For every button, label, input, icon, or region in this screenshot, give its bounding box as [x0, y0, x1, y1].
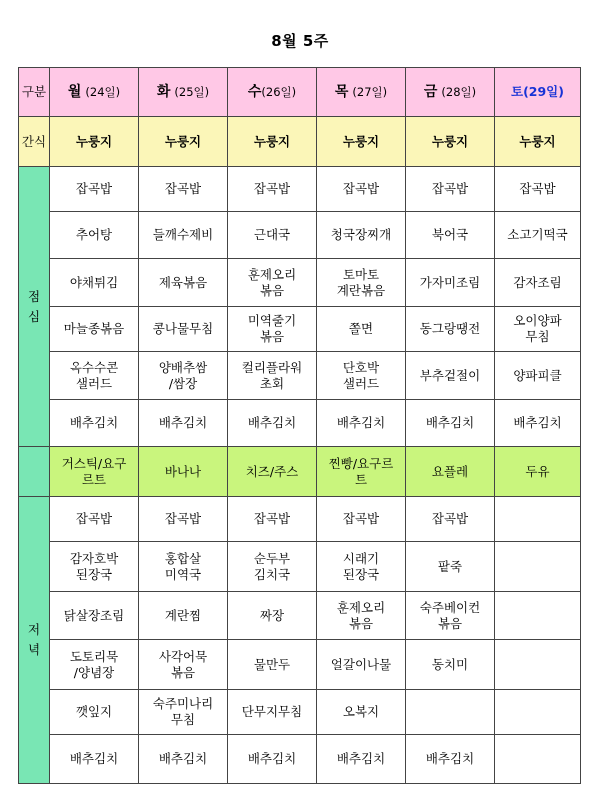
- lunch-cell: [139, 400, 228, 447]
- lunch-cell: [50, 400, 139, 447]
- lunch-cell: [406, 307, 495, 352]
- cell-text: 잡곡밥: [431, 511, 469, 526]
- cell-text: 동그랑땡전: [419, 321, 481, 336]
- cell-text: 배추김치: [425, 751, 475, 766]
- label-char: 저: [27, 622, 41, 637]
- cell-text: 숙주베이컨: [419, 599, 481, 615]
- cell-text: 배추김치: [247, 751, 297, 766]
- cell-text: 오복지: [342, 704, 380, 719]
- cell-text: 잡곡밥: [164, 181, 202, 196]
- cell-text: 들깨수제비: [152, 227, 214, 242]
- cell-text: 오이양파: [513, 313, 562, 328]
- cell-text: 양파피클: [513, 367, 562, 383]
- lunch-cell: [50, 352, 139, 400]
- lunch-cell: [139, 259, 228, 307]
- lunch-label: [19, 167, 50, 447]
- dinner-cell: [317, 640, 406, 690]
- cell-text: 미역줄기: [247, 313, 297, 328]
- dinner-row: [19, 497, 581, 542]
- cell-text: 잡곡밥: [164, 511, 202, 526]
- lunch-cell: [139, 307, 228, 352]
- cell-text: 볶음: [348, 615, 374, 631]
- snack-cell: 누룽지: [50, 117, 139, 167]
- cell-text: 옥수수콘: [69, 359, 119, 375]
- dinner-cell: [139, 592, 228, 640]
- cell-text: 추어탕: [75, 227, 113, 242]
- dinner-cell: [406, 735, 495, 784]
- lunch-cell: [139, 352, 228, 400]
- cell-text: 배추김치: [158, 751, 208, 766]
- lunch-cell: [495, 259, 581, 307]
- dinner-cell: [495, 542, 581, 592]
- cell-text: 마늘종볶음: [63, 321, 125, 336]
- cell-text: 샐러드: [75, 375, 113, 391]
- cell-text: 감자조림: [513, 274, 562, 290]
- cell-text: 배추김치: [336, 751, 386, 766]
- cell-text: 제육볶음: [158, 274, 208, 290]
- cell-text: 잡곡밥: [342, 181, 380, 196]
- dinner-row: [19, 690, 581, 735]
- lunch-cell: [317, 212, 406, 259]
- lunch-cell: [406, 352, 495, 400]
- cell-text: 순두부: [253, 550, 291, 566]
- header-day-tue: 화 (25일): [139, 68, 228, 117]
- dinner-cell: [139, 640, 228, 690]
- cell-text: 잡곡밥: [253, 511, 291, 526]
- dinner-cell: [317, 542, 406, 592]
- cell-text: 미역국: [164, 566, 202, 582]
- dinner-cell: [139, 542, 228, 592]
- header-gubun: 구분: [19, 68, 50, 117]
- cell-text: 배추김치: [158, 415, 208, 430]
- cell-text: 배추김치: [513, 415, 562, 430]
- cell-text: 치즈/주스: [245, 463, 299, 479]
- dinner-row: [19, 592, 581, 640]
- afternoon-snack-cell: [495, 447, 581, 497]
- lunch-cell: [495, 167, 581, 212]
- snack-label: 간식: [19, 117, 50, 167]
- cell-text: 잡곡밥: [519, 181, 556, 196]
- cell-text: 잡곡밥: [253, 181, 291, 196]
- label-char: 심: [27, 308, 41, 324]
- cell-text: 트: [354, 471, 368, 487]
- cell-text: 팥죽: [437, 558, 463, 574]
- lunch-cell: [317, 400, 406, 447]
- cell-text: 사각어묵: [158, 648, 208, 664]
- cell-text: 찐빵/요구르: [328, 455, 394, 471]
- cell-text: 볶음: [170, 664, 196, 680]
- dinner-cell: [50, 497, 139, 542]
- dinner-cell: [317, 592, 406, 640]
- lunch-cell: [139, 167, 228, 212]
- cell-text: 볶음: [259, 329, 285, 344]
- dinner-cell: [495, 690, 581, 735]
- lunch-cell: [495, 352, 581, 400]
- dinner-cell: [228, 690, 317, 735]
- cell-text: 바나나: [164, 463, 202, 479]
- cell-text: 단무지무침: [241, 704, 303, 719]
- cell-text: 홍합살: [164, 550, 202, 566]
- lunch-cell: [228, 212, 317, 259]
- lunch-cell: [406, 259, 495, 307]
- cell-text: 북어국: [431, 227, 469, 242]
- cell-text: 르트: [81, 471, 107, 487]
- cell-text: 부추겉절이: [419, 367, 481, 383]
- dinner-cell: [50, 690, 139, 735]
- cell-text: 된장국: [75, 566, 113, 582]
- lunch-row: [19, 167, 581, 212]
- lunch-cell: [228, 307, 317, 352]
- snack-cell: 누룽지: [495, 117, 581, 167]
- cell-text: 볶음: [437, 615, 463, 631]
- cell-text: 토마토: [342, 266, 380, 282]
- cell-text: 김치국: [253, 566, 291, 582]
- snack-cell: 누룽지: [228, 117, 317, 167]
- header-day-sat: 토(29일): [495, 68, 581, 117]
- snack-cell: 누룽지: [139, 117, 228, 167]
- dinner-cell: [139, 497, 228, 542]
- lunch-cell: [139, 212, 228, 259]
- dinner-cell: [139, 735, 228, 784]
- menu-table: [18, 67, 581, 784]
- lunch-cell: [228, 167, 317, 212]
- lunch-cell: [406, 212, 495, 259]
- dinner-cell: [495, 640, 581, 690]
- snack-row: [19, 117, 581, 167]
- header-day-thu: 목 (27일): [317, 68, 406, 117]
- afternoon-snack-cell: [317, 447, 406, 497]
- lunch-cell: [317, 307, 406, 352]
- dinner-row: [19, 640, 581, 690]
- cell-text: 물만두: [253, 656, 291, 672]
- cell-text: 야채튀김: [69, 274, 119, 290]
- cell-text: 닭살장조림: [63, 607, 125, 623]
- dinner-cell: [228, 542, 317, 592]
- cell-text: 두유: [525, 463, 550, 479]
- dinner-cell: [495, 735, 581, 784]
- afternoon-snack-cell: [228, 447, 317, 497]
- snack-cell: 누룽지: [406, 117, 495, 167]
- lunch-cell: [50, 307, 139, 352]
- cell-text: /양념장: [73, 664, 115, 680]
- cell-text: 샐러드: [342, 375, 380, 391]
- lunch-row: [19, 352, 581, 400]
- dinner-cell: [406, 542, 495, 592]
- dinner-cell: [228, 497, 317, 542]
- afternoon-snack-cell: [406, 447, 495, 497]
- label-char: 녁: [27, 642, 41, 657]
- cell-text: 초회: [259, 375, 285, 391]
- cell-text: 짜장: [259, 607, 285, 623]
- cell-text: 동치미: [431, 656, 469, 672]
- cell-text: 얼갈이나물: [330, 656, 392, 672]
- cell-text: 양배추쌈: [158, 359, 208, 375]
- lunch-cell: [50, 167, 139, 212]
- dinner-cell: [317, 497, 406, 542]
- lunch-cell: [50, 212, 139, 259]
- dinner-cell: [50, 735, 139, 784]
- lunch-cell: [50, 259, 139, 307]
- cell-text: 무침: [170, 712, 196, 727]
- cell-text: 훈제오리: [247, 266, 297, 282]
- cell-text: 잡곡밥: [342, 511, 380, 526]
- dinner-cell: [406, 640, 495, 690]
- cell-text: 무침: [525, 329, 550, 344]
- cell-text: 근대국: [253, 227, 291, 242]
- cell-text: 계란찜: [164, 607, 202, 623]
- cell-text: 깻잎지: [75, 704, 113, 719]
- cell-text: 콩나물무침: [152, 321, 214, 336]
- cell-text: 잡곡밥: [75, 511, 113, 526]
- cell-text: 단호박: [342, 359, 380, 375]
- label-char: 점: [27, 288, 41, 304]
- header-day-wed: 수(26일): [228, 68, 317, 117]
- cell-text: 잡곡밥: [75, 181, 113, 196]
- lunch-cell: [228, 352, 317, 400]
- cell-text: 요플레: [431, 463, 469, 479]
- cell-text: 도토리묵: [69, 648, 119, 664]
- cell-text: 소고기떡국: [507, 227, 568, 242]
- dinner-cell: [228, 735, 317, 784]
- dinner-cell: [228, 640, 317, 690]
- cell-text: 배추김치: [69, 415, 119, 430]
- cell-text: 배추김치: [336, 415, 386, 430]
- afternoon-snack-cell: [139, 447, 228, 497]
- snack-cell: 누룽지: [317, 117, 406, 167]
- dinner-cell: [50, 542, 139, 592]
- lunch-row: [19, 307, 581, 352]
- dinner-cell: [406, 592, 495, 640]
- cell-text: /쌈장: [168, 375, 198, 391]
- dinner-label: [19, 497, 50, 784]
- dinner-cell: [317, 735, 406, 784]
- lunch-row: [19, 400, 581, 447]
- afternoon-snack-row: [19, 447, 581, 497]
- lunch-row: [19, 212, 581, 259]
- lunch-cell: [228, 259, 317, 307]
- cell-text: 감자호박: [69, 550, 119, 566]
- afternoon-snack-label: [19, 447, 50, 497]
- header-day-fri: 금 (28일): [406, 68, 495, 117]
- dinner-row: [19, 542, 581, 592]
- header-row: [19, 68, 581, 117]
- cell-text: 거스틱/요구: [61, 455, 127, 471]
- lunch-cell: [228, 400, 317, 447]
- dinner-cell: [495, 497, 581, 542]
- dinner-cell: [406, 690, 495, 735]
- cell-text: 된장국: [342, 566, 380, 582]
- dinner-cell: [317, 690, 406, 735]
- cell-text: 훈제오리: [336, 599, 386, 615]
- cell-text: 배추김치: [69, 751, 119, 766]
- dinner-cell: [139, 690, 228, 735]
- cell-text: 볶음: [259, 282, 285, 298]
- dinner-cell: [50, 592, 139, 640]
- dinner-cell: [50, 640, 139, 690]
- lunch-cell: [495, 400, 581, 447]
- lunch-cell: [317, 352, 406, 400]
- lunch-cell: [495, 212, 581, 259]
- dinner-cell: [228, 592, 317, 640]
- cell-text: 컬리플라워: [241, 359, 303, 375]
- afternoon-snack-cell: [50, 447, 139, 497]
- cell-text: 배추김치: [425, 415, 475, 430]
- lunch-row: [19, 259, 581, 307]
- lunch-cell: [317, 259, 406, 307]
- lunch-cell: [406, 167, 495, 212]
- lunch-cell: [406, 400, 495, 447]
- lunch-cell: [317, 167, 406, 212]
- header-day-mon: 월 (24일): [50, 68, 139, 117]
- cell-text: 청국장찌개: [330, 227, 392, 242]
- cell-text: 계란볶음: [336, 282, 386, 298]
- page-title: 8월 5주: [271, 32, 329, 50]
- cell-text: 배추김치: [247, 415, 297, 430]
- dinner-row: [19, 735, 581, 784]
- cell-text: 숙주미나리: [152, 696, 214, 711]
- cell-text: 가자미조림: [419, 274, 481, 290]
- cell-text: 잡곡밥: [431, 181, 469, 196]
- cell-text: 시래기: [342, 550, 380, 566]
- lunch-cell: [495, 307, 581, 352]
- cell-text: 쫄면: [348, 321, 374, 336]
- dinner-cell: [406, 497, 495, 542]
- dinner-cell: [495, 592, 581, 640]
